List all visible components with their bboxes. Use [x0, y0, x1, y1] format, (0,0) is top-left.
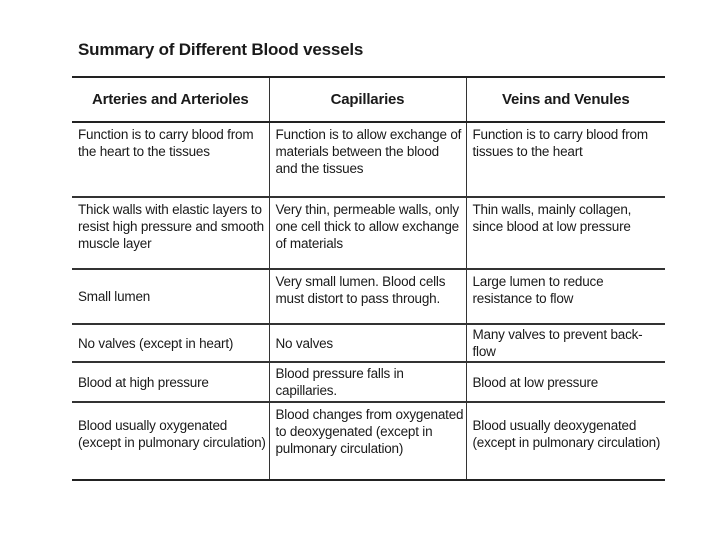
column-header-veins: Veins and Venules — [466, 77, 665, 122]
table-cell: Very thin, permeable walls, only one cell thick to allow exchange of materials — [269, 197, 466, 269]
column-header-capillaries: Capillaries — [269, 77, 466, 122]
table-row-lumen — [72, 269, 665, 324]
table-cell: Function is to carry blood from the heart to the tissues — [78, 127, 254, 159]
table-row-pressure — [72, 362, 665, 402]
table-cell: Blood usually oxygenated (except in pulmonary circulation) — [78, 418, 266, 450]
table-header-row — [72, 77, 665, 122]
table-cell: Very small lumen. Blood cells must distort to pass through. — [269, 269, 466, 324]
table-cell: Blood pressure falls in capillaries. — [269, 362, 466, 402]
table-row-function — [72, 122, 665, 197]
table-cell: No valves (except in heart) — [78, 335, 234, 351]
table-cell: Thick walls with elastic layers to resist high pressure and smooth muscle layer — [78, 202, 264, 251]
column-header-arteries: Arteries and Arterioles — [91, 91, 249, 108]
table-row-valves — [72, 324, 665, 362]
blood-vessels-table — [72, 76, 665, 481]
table-cell: Blood changes from oxygenated to deoxygenated (except in pulmonary circulation) — [269, 402, 466, 480]
table-cell: Function is to carry blood from tissues to the heart — [466, 122, 665, 197]
table-row-walls — [72, 197, 665, 269]
table-cell: No valves — [269, 324, 466, 362]
table-cell: Blood at high pressure — [78, 374, 209, 390]
table-cell: Function is to allow exchange of materials between the blood and the tissues — [269, 122, 466, 197]
table-cell: Small lumen — [78, 289, 151, 304]
table-cell: Large lumen to reduce resistance to flow — [466, 269, 665, 324]
table-cell: Blood at low pressure — [466, 362, 665, 402]
table-row-oxygenation — [72, 402, 665, 480]
table-cell: Many valves to prevent back-flow — [466, 324, 665, 362]
table-cell: Thin walls, mainly collagen, since blood at low pressure — [466, 197, 665, 269]
table-cell: Blood usually deoxygenated (except in pulmonary circulation) — [466, 402, 665, 480]
page-title: Summary of Different Blood vessels — [78, 40, 364, 59]
